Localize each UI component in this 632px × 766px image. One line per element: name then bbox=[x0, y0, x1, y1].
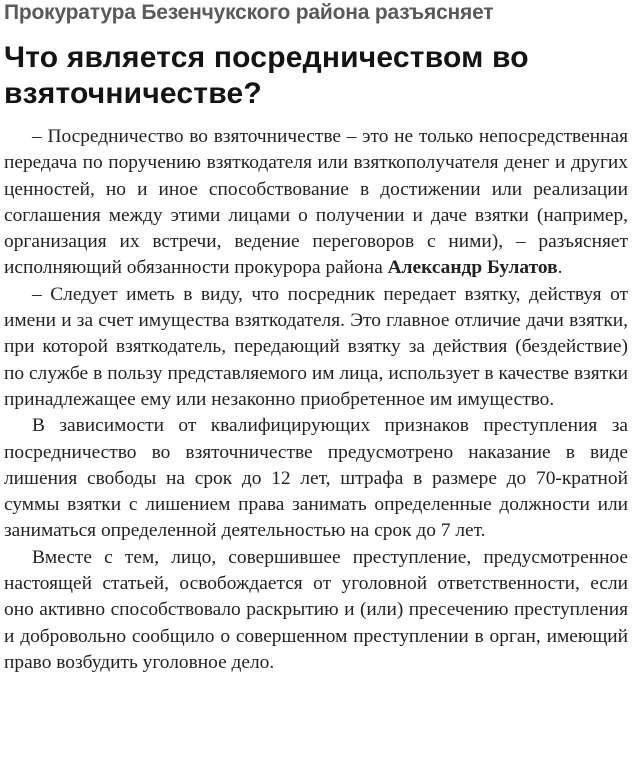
header-band bbox=[0, 0, 632, 30]
paragraph-1-end: . bbox=[557, 257, 563, 279]
section-header: Прокуратура Безенчукского района разъясняет bbox=[4, 1, 494, 24]
author-name: Александр Булатов bbox=[387, 257, 558, 279]
article-title: Что является посредничеством во взяточничестве? bbox=[4, 41, 529, 110]
paragraph-2: – Следует иметь в виду, что посредник передает взятку, действуя от имени и за счет имущества взяткодателя. Это главное отличие дачи взятки, при которой взяткодатель, передающий взятку за действия (бездействие) по службе в пользу представляемого им лица, использует в качестве взятки принадлежащее ему или незаконно приобретенное им имущество. bbox=[4, 283, 628, 410]
paragraph-4: Вместе с тем, лицо, совершившее преступление, предусмотренное настоящей статьей, освобождается от уголовной ответственности, если оно активно способствовало раскрытию и (или) пресечению преступления и добровольно сообщило о совершенном преступлении в орган, имеющий право возбудить уголовное дело. bbox=[4, 546, 628, 673]
article-body bbox=[4, 124, 628, 676]
paragraph-1 bbox=[4, 124, 628, 282]
paragraph-1-text: – Посредничество во взяточничестве – это не только непосредственная передача по поручению взяткодателя или взяткополучателя денег и других ценностей, но и иное способствование в достижении или реализации соглашения между этими лицами о получении и даче взятки (например, организация их встречи, ведение переговоров с ними), – разъясняет исполняющий обязанности прокурора района bbox=[4, 126, 628, 279]
paragraph-3: В зависимости от квалифицирующих признаков преступления за посредничество во взяточничестве предусмотрено наказание в виде лишения свободы на срок до 12 лет, штрафа в размере до 70-кратной суммы взятки с лишением права занимать определенные должности или заниматься определенной деятельностью на срок до 7 лет. bbox=[4, 415, 628, 542]
